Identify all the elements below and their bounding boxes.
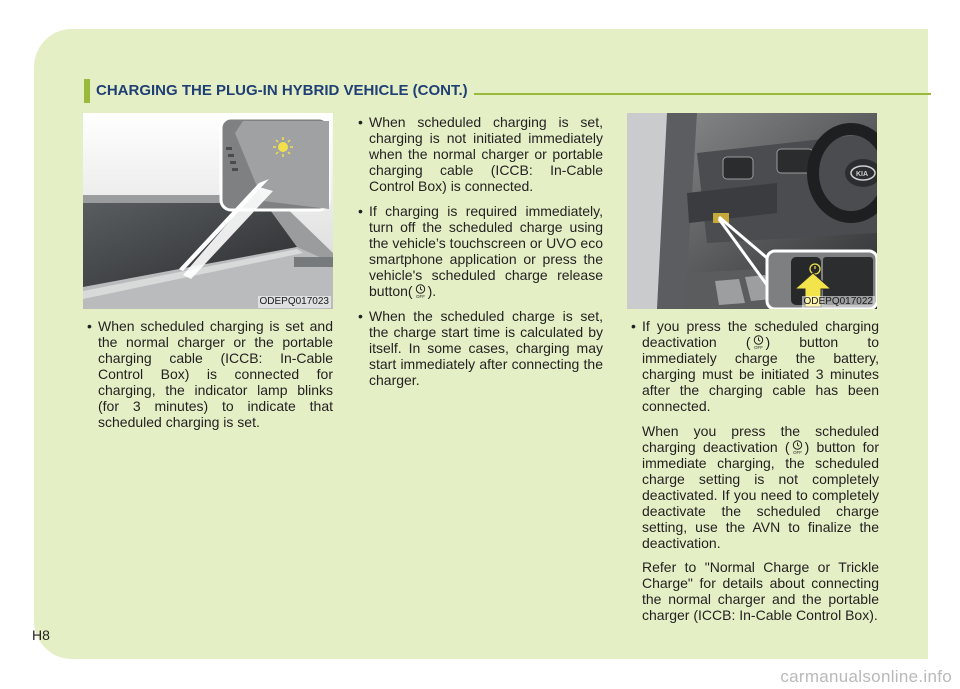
figure-windshield-indicator <box>83 113 333 309</box>
dashboard-illustration <box>627 113 877 309</box>
paragraph-refer-normal-charge: Refer to "Normal Charge or Trickle Charge" for details about connecting the normal charger and the portable charger (ICCB: In-Cable Control Box). <box>642 559 879 623</box>
svg-text:KIA: KIA <box>856 171 869 178</box>
svg-text:OFF: OFF <box>415 294 425 299</box>
watermark: carmanualsonline.info <box>780 667 952 686</box>
text-column-3 <box>631 318 879 631</box>
scheduled-charging-deactivation-icon <box>791 439 804 455</box>
bullet-charge-start-time: • When the scheduled charge is set, the charge start time is calculated by itself. In some cases, charging may start immediately after connecting the charger. <box>358 308 603 388</box>
text-column-2 <box>358 114 603 397</box>
bullet-deactivation-text-end: ) button to immediately charge the battery, charging must be initiated 3 minutes after the charging cable has been connected. <box>642 334 879 414</box>
indicator-lamp-icon <box>273 137 293 157</box>
section-header <box>84 79 931 103</box>
header-title-wrap <box>90 79 474 103</box>
bullet-indicator-lamp: • When scheduled charging is set and the normal charger or the portable charging cable (ICCB: In-Cable Control Box) is connected for charging, the indicator lamp blinks (for 3 minutes) to indicate that scheduled charging is set. <box>87 318 333 430</box>
scheduled-charging-deactivation-icon <box>752 334 765 350</box>
bullet-charging-not-initiated: • When scheduled charging is set, charging is not initiated immediately when the normal charger or portable charging cable (ICCB: In-Cable Control Box) is connected. <box>358 114 603 194</box>
bullet-charge-immediately-text: If charging is required immediately, turn off the scheduled charge using the vehicle’s touchscreen or UVO eco smartphone application or press the vehicle's scheduled charge release button( <box>369 203 603 299</box>
bullet-deactivation-button <box>631 318 879 414</box>
bullet-charge-immediately-end: ). <box>427 283 437 299</box>
paragraph-deactivation-text-end: ) button for immediate charging, the scheduled charge setting is not completely deactivated. If you need to completely deactivate the scheduled charge setting, use the AVN to finalize the deactivation. <box>642 439 879 551</box>
paragraph-deactivation-text: When you press the scheduled charging deactivation ( <box>642 423 879 455</box>
svg-text:OFF: OFF <box>753 345 763 350</box>
figure-caption-right: ODEPQ017022 <box>803 296 873 307</box>
figure-caption-left: ODEPQ017023 <box>259 296 329 307</box>
windshield-illustration <box>83 113 333 309</box>
bullet-deactivation-text: If you press the scheduled charging deactivation ( <box>642 318 879 350</box>
scheduled-charging-button-icon <box>414 283 427 299</box>
bullet-charge-immediately <box>358 203 603 299</box>
page-number: H8 <box>32 627 50 643</box>
figure-dashboard-button <box>627 113 877 309</box>
paragraph-not-completely-deactivated <box>642 423 879 551</box>
text-column-1 <box>87 318 333 439</box>
section-title: CHARGING THE PLUG-IN HYBRID VEHICLE (CONT.) <box>96 82 468 99</box>
svg-text:OFF: OFF <box>792 450 802 455</box>
